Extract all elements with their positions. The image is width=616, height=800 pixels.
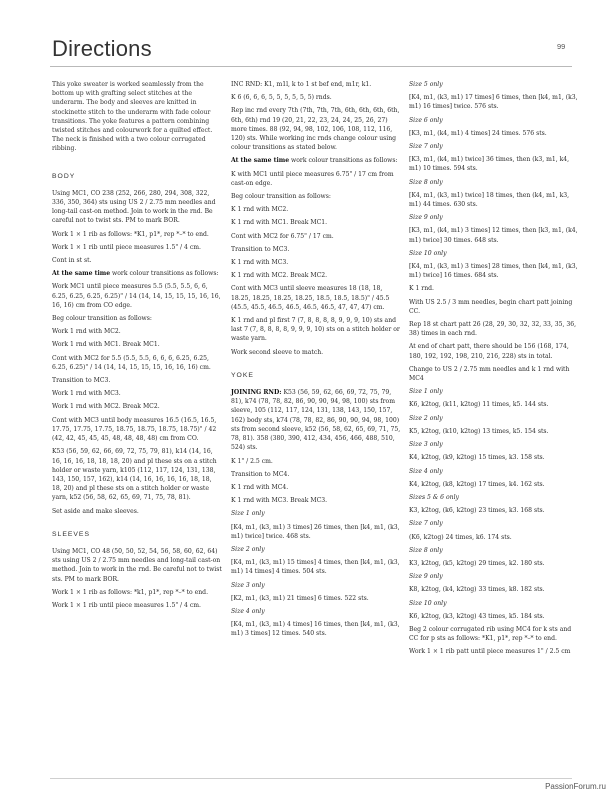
sleeve-paragraph: K 6 (6, 6, 6, 5, 5, 5, 5, 5, 5) rnds. [231, 94, 332, 102]
body-paragraph: Transition to MC3. [52, 377, 111, 385]
yoke-paragraph: K 1 rnd. [409, 285, 434, 293]
sleeve-paragraph: K with MC1 until piece measures 6.75" / 17 cm from cast-on edge. [231, 170, 394, 187]
page-header [0, 0, 616, 78]
size-instruction: K4, k2tog, (k9, k2tog) 15 times, k3. 158 sts. [409, 454, 545, 462]
size-label: Size 9 only [409, 214, 443, 222]
sleeve-paragraph: K 1 rnd with MC3. [231, 259, 289, 267]
page-number: 99 [557, 42, 566, 51]
size-label: Size 10 only [409, 249, 447, 257]
size-label: Size 4 only [409, 467, 443, 475]
size-label: Size 1 only [409, 388, 443, 396]
rib-paragraph: Work 1 × 1 rib patt until piece measures 1" / 2.5 cm [409, 648, 571, 656]
right-column [409, 80, 579, 661]
sleeve-paragraph: K 1 rnd and pl first 7 (7, 8, 8, 8, 8, 9, 9, 9, 10) sts and last 7 (7, 8, 8, 8, 8, 9, 9, 9, 10) sts on a stitch holder or waste yarn. [231, 317, 400, 343]
rib-paragraph: Beg 2 colour corrugated rib using MC4 for k sts and CC for p sts as follows: *K1, p1*, rep *–* to end. [409, 625, 572, 643]
size-instruction: (K6, k2tog) 24 times, k6. 174 sts. [409, 533, 512, 541]
size-instruction: K4, k2tog, (k8, k2tog) 17 times, k4. 162 sts. [409, 480, 545, 488]
sleeve-paragraph: K 1 rnd with MC1. Break MC1. [231, 219, 328, 227]
size-label: Size 3 only [409, 441, 443, 449]
yoke-paragraph: K 1 rnd with MC4. [231, 483, 289, 491]
sleeve-paragraph: K 1 rnd with MC2. Break MC2. [231, 272, 328, 280]
yoke-paragraph: At end of chart patt, there should be 156 (168, 174, 180, 192, 192, 198, 210, 216, 228) sts in total. [409, 343, 569, 360]
joining-round-paragraph [231, 388, 401, 452]
body-paragraph: K53 (56, 59, 62, 66, 69, 72, 75, 79, 81), k14 (14, 16, 16, 16, 16, 18, 18, 18, 20) and pl these sts on a stitch holder or waste yarn, k105 (112, 117, 124, 131, 138, 143, 150, 157, 162), k14 (14, 16, 16, 16, 16, 18, 18, 18, 20) and pl these sts on a stitch holder or waste yarn, k52 (56, 58, 62, 65, 69, 71, 75, 78, 81). [52, 448, 217, 502]
size-label: Sizes 5 & 6 only [409, 493, 459, 501]
page-title: Directions [52, 36, 152, 61]
body-paragraph: Work 1 × 1 rib as follows: *K1, p1*, rep *–* to end. [52, 230, 209, 238]
yoke-paragraph: Rep 18 st chart patt 26 (28, 29, 30, 32, 32, 33, 35, 36, 38) times in each rnd. [409, 321, 577, 338]
body-paragraph: Work 1 rnd with MC2. Break MC2. [52, 403, 160, 411]
joining-round-text: K53 (56, 59, 62, 66, 69, 72, 75, 79, 81), k74 (78, 78, 82, 86, 90, 90, 94, 98, 100) sts from sleeve, 105 (112, 117, 124, 131, 138, 143, 150, 157, 162) body sts, k74 (78, 78, 82, 86, 90, 90, 94, 98, 100) sts from second sleeve, k52 (56, 58, 62, 65, 69, 71, 75, 78, 81). 358 (380, 390, 412, 434, 456, 466, 488, 510, 524) sts. [231, 389, 401, 452]
size-label: Size 3 only [231, 581, 265, 589]
size-instruction: [K4, m1, (k3, m1) 15 times] 4 times, then [k4, m1, (k3, m1) 14 times] 4 times. 504 sts. [231, 559, 400, 576]
body-paragraph: Cont with MC2 for 5.5 (5.5, 5.5, 6, 6, 6, 6.25, 6.25, 6.25, 6.25)" / 14 (14, 14, 15, 15, 15, 16, 16, 16) cm. [52, 354, 211, 371]
body-heading: BODY [52, 172, 76, 180]
yoke-heading: YOKE [231, 371, 254, 379]
left-column [52, 80, 222, 614]
size-instruction: [K4, m1, (k3, m1) 3 times] 28 times, then [k4, m1, (k3, m1) twice] 16 times. 684 sts. [409, 263, 578, 280]
yoke-paragraph: K 1" / 2.5 cm. [231, 457, 273, 465]
sleeve-paragraph: K 1 rnd with MC2. [231, 206, 289, 214]
yoke-paragraph: With US 2.5 / 3 mm needles, begin chart patt joining CC. [409, 298, 573, 315]
inc-round-paragraph: INC RND: K1, m1l, k to 1 st bef end, m1r, k1. [231, 81, 372, 88]
size-instruction: [K2, m1, (k3, m1) 21 times] 6 times. 522 sts. [231, 594, 369, 602]
sleeve-paragraph: Cont with MC3 until sleeve measures 18 (18, 18, 18.25, 18.25, 18.25, 18.25, 18.5, 18.5, 18.5)" / 45.5 (45.5, 45.5, 46.5, 46.5, 46.5, 46.5, 47, 47, 47) cm. [231, 285, 390, 311]
size-label: Size 8 only [409, 546, 443, 554]
yoke-paragraph: Change to US 2 / 2.75 mm needles and k 1 rnd with MC4 [409, 365, 570, 383]
same-time-text: work colour transitions as follows: [110, 270, 219, 278]
size-instruction: [K4, m1, (k3, m1) 3 times] 26 times, then [k4, m1, (k3, m1) twice] twice. 468 sts. [231, 523, 400, 540]
size-instruction: [K4, m1, (k3, m1) twice] 18 times, then (k4, m1, k3, m1) 44 times. 630 sts. [409, 191, 570, 209]
sleeve-paragraph: Cont with MC2 for 6.75" / 17 cm. [231, 232, 334, 240]
size-label: Size 2 only [231, 545, 265, 553]
size-label: Size 1 only [231, 510, 265, 518]
size-label: Size 4 only [231, 607, 265, 615]
same-time-paragraph [231, 156, 401, 165]
size-instruction: [K3, m1, (k4, m1) 3 times] 12 times, then [k3, m1, (k4, m1) twice] 30 times. 648 sts. [409, 227, 578, 244]
body-paragraph: Using MC1, CO 238 (252, 266, 280, 294, 308, 322, 336, 350, 364) sts using US 2 / 2.75 mm needles and long-tail cast-on method. Join to work in the rnd. Be careful not to twist sts. PM to mark BOR. [52, 189, 216, 225]
same-time-paragraph [52, 269, 222, 278]
same-time-bold: At the same time [52, 270, 111, 278]
sleeves-paragraph: Work 1 × 1 rib until piece measures 1.5" / 4 cm. [52, 601, 201, 609]
joining-round-bold: JOINING RND: [231, 389, 282, 397]
body-paragraph: Work 1 × 1 rib until piece measures 1.5" / 4 cm. [52, 243, 201, 251]
body-paragraph: Work 1 rnd with MC2. [52, 328, 121, 336]
header-rule [50, 66, 572, 67]
size-instruction: K6, k2tog, (k3, k2tog) 43 times, k5. 184 sts. [409, 612, 545, 620]
same-time-bold: At the same time [231, 157, 290, 165]
yoke-paragraph: Transition to MC4. [231, 470, 290, 478]
size-instruction: K8, k2tog, (k4, k2tog) 33 times, k8. 182 sts. [409, 586, 545, 594]
size-label: Size 2 only [409, 414, 443, 422]
body-paragraph: Work MC1 until piece measures 5.5 (5.5, 5.5, 6, 6, 6.25, 6.25, 6.25, 6.25)" / 14 (14, 14, 15, 15, 15, 16, 16, 16, 16) cm from CO edge. [52, 283, 221, 309]
sleeves-paragraph: Using MC1, CO 48 (50, 50, 52, 54, 56, 58, 60, 62, 64) sts using US 2 / 2.75 mm needles and long-tail cast-on method. Join to work in the rnd. Be careful not to twist sts. PM to mark BOR. [52, 547, 222, 583]
size-instruction: K6, k2tog, (k11, k2tog) 11 times, k5. 144 sts. [409, 401, 549, 409]
size-instruction: K5, k2tog, (k10, k2tog) 13 times, k5. 154 sts. [409, 427, 549, 435]
size-label: Size 7 only [409, 520, 443, 528]
body-paragraph: Work 1 rnd with MC1. Break MC1. [52, 341, 160, 349]
body-paragraph: Cont with MC3 until body measures 16.5 (16.5, 16.5, 17.75, 17.75, 17.75, 18.75, 18.75, 18.75, 18.75)" / 42 (42, 42, 45, 45, 45, 48, 48, 48, 48) cm from CO. [52, 416, 217, 443]
size-label: Size 8 only [409, 178, 443, 186]
size-label: Size 7 only [409, 143, 443, 151]
size-instruction: [K3, m1, (k4, m1) twice] 36 times, then (k3, m1, k4, m1) 10 times. 594 sts. [409, 156, 570, 173]
yoke-paragraph: K 1 rnd with MC3. Break MC3. [231, 497, 328, 505]
intro-paragraph: This yoke sweater is worked seamlessly from the bottom up with grafting select stitches at the underarm. The body and sleeves are knitted in stockinette stitch to the underarm with fade colour transitions. The yoke features a pattern combining twisted stitches and colourwork for a quilted effect. The neck is finished with a two colour corrugated ribbing. [52, 81, 213, 153]
body-paragraph: Cont in st st. [52, 257, 92, 265]
size-label: Size 6 only [409, 116, 443, 124]
size-instruction: [K3, m1, (k4, m1) 4 times] 24 times. 576 sts. [409, 129, 547, 137]
footer-rule [50, 778, 572, 779]
body-paragraph: Work 1 rnd with MC3. [52, 390, 121, 398]
sleeve-paragraph: Transition to MC3. [231, 245, 290, 253]
body-paragraph: Set aside and make sleeves. [52, 507, 139, 515]
sleeves-paragraph: Work 1 × 1 rib as follows: *k1, p1*, rep *–* to end. [52, 588, 209, 596]
watermark-text: PassionForum.ru [545, 782, 606, 791]
body-paragraph: Beg colour transition as follows: [52, 315, 152, 323]
sleeve-paragraph: Rep inc rnd every 7th (7th, 7th, 7th, 6th, 6th, 6th, 6th, 6th, 6th) rnd 19 (20, 21, 22, 23, 24, 24, 25, 26, 27) more times. 88 (92, 94, 98, 102, 106, 108, 112, 116, 120) sts. While working inc rnds change colour using colour transitions as stated below. [231, 107, 400, 152]
sleeves-heading: SLEEVES [52, 530, 90, 538]
size-label: Size 10 only [409, 599, 447, 607]
size-instruction: [K4, m1, (k3, m1) 4 times] 16 times, then [k4, m1, (k3, m1) 3 times] 12 times. 540 sts. [231, 621, 400, 638]
size-instruction: K3, k2tog, (k6, k2tog) 23 times, k3. 168 sts. [409, 507, 545, 515]
sleeve-paragraph: Work second sleeve to match. [231, 348, 324, 356]
size-label: Size 5 only [409, 81, 443, 88]
size-instruction: [K4, m1, (k3, m1) 17 times] 6 times, then [k4, m1, (k3, m1) 16 times] twice. 576 sts. [409, 94, 578, 111]
size-label: Size 9 only [409, 573, 443, 581]
middle-column [231, 80, 401, 643]
size-instruction: K3, k2tog, (k5, k2tog) 29 times, k2. 180 sts. [409, 559, 545, 567]
sleeve-paragraph: Beg colour transition as follows: [231, 193, 331, 201]
same-time-text: work colour transitions as follows: [289, 157, 398, 165]
